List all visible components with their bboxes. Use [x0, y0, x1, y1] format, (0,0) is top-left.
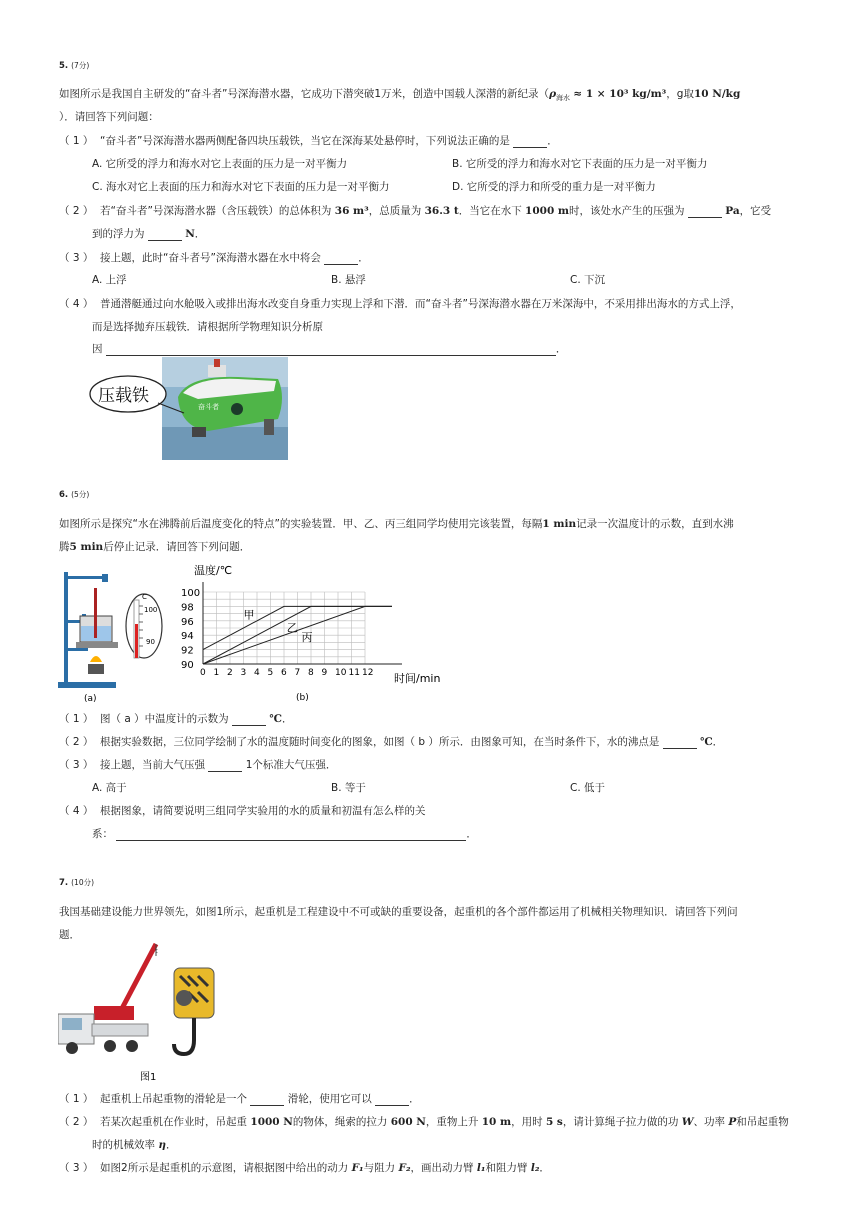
q5-part4-line3: 因 ．	[92, 343, 567, 355]
submarine-hull-text: 奋斗者	[198, 403, 219, 411]
q7-part2: （ 2 ） 若某次起重机在作业时，吊起重 1000 N的物体，绳索的拉力 600 N，重物上升 10 m，用时 5 s，请计算绳子拉力做的功 W、功率 P和吊起重物	[59, 1116, 789, 1128]
x-tick-label: 12	[362, 668, 374, 678]
q6-part2: （ 2 ） 根据实验数据，三位同学绘制了水的温度随时间变化的图象，如图（ b ）所示．由图象可知，在当时条件下，水的沸点是 ℃．	[59, 736, 724, 748]
q7-part3: （ 3 ） 如图2所示是起重机的示意图，请根据图中给出的动力 F₁与阻力 F₂，画出动力臂 l₁和阻力臂 l₂．	[59, 1162, 550, 1174]
svg-text:t: t	[155, 947, 158, 955]
y-tick-label: 98	[181, 602, 194, 614]
boiling-apparatus-figure	[58, 570, 168, 704]
series-label: 丙	[301, 630, 313, 644]
x-tick-label: 1	[213, 668, 220, 678]
q6-heading: 6. (5分)	[59, 490, 90, 500]
q6-intro-line2: 腾5 min后停止记录．请回答下列问题．	[59, 541, 251, 553]
x-tick-label: 7	[294, 668, 301, 678]
series-label: 甲	[243, 608, 255, 622]
q7-p1-use-blank[interactable]	[375, 1105, 409, 1106]
q6-part1: （ 1 ） 图（ a ）中温度计的示数为 ℃．	[59, 713, 293, 725]
q5-part3: （ 3 ） 接上题，此时“奋斗者号”深海潜水器在水中将会 ．	[59, 252, 369, 264]
q5-p2-pressure-blank[interactable]	[688, 217, 722, 218]
x-tick-label: 9	[321, 668, 328, 678]
q5-p1-option-a: A. 它所受的浮力和海水对它上表面的压力是一对平衡力	[92, 158, 348, 170]
series-label: 乙	[286, 621, 298, 635]
x-tick-label: 0	[200, 668, 206, 678]
q5-p3-option-b: B. 悬浮	[331, 274, 366, 286]
q6-p3-option-b: B. 等于	[331, 782, 366, 794]
q5-part4-line2: 而是选择抛弃压载铁．请根据所学物理知识分析原	[92, 321, 323, 333]
q6-p3-option-c: C. 低于	[570, 782, 606, 794]
q5-p3-option-a: A. 上浮	[92, 274, 127, 286]
thermometer-unit: C	[142, 593, 147, 601]
q5-p1-option-d: D. 它所受的浮力和所受的重力是一对平衡力	[452, 181, 656, 193]
figure-1-caption: 图1	[140, 1072, 157, 1082]
x-tick-label: 11	[348, 668, 360, 678]
q5-p1-option-c: C. 海水对它上表面的压力和海水对它下表面的压力是一对平衡力	[92, 181, 390, 193]
q6-intro-line1: 如图所示是探究“水在沸腾前后温度变化的特点”的实验装置．甲、乙、丙三组同学均使用完该装置，每隔1 min记录一次温度计的示数，直到水沸	[59, 518, 734, 530]
q7-heading: 7. (10分)	[59, 878, 95, 888]
x-tick-label: 10	[335, 668, 347, 678]
thermometer-label-bottom: 90	[146, 638, 155, 646]
q5-p1-answer-blank[interactable]	[513, 147, 547, 148]
q5-intro-line1: 如图所示是我国自主研发的“奋斗者”号深海潜水器，它成功下潜突破1万米，创造中国载人深潜的新纪录（$\rho_{海水} \approx 1 \times 10^3$ kg/m³，g取10 N/kg	[59, 88, 741, 103]
q6-p3-option-a: A. 高于	[92, 782, 127, 794]
q5-part4: （ 4 ） 普通潜艇通过向水舱吸入或排出海水改变自身重力实现上浮和下潜．而“奋斗者”号深海潜水器在万米深海中，不采用排出海水的方式上浮，	[59, 298, 741, 310]
q5-p1-option-b: B. 它所受的浮力和海水对它下表面的压力是一对平衡力	[452, 158, 708, 170]
x-tick-label: 3	[240, 668, 247, 678]
q6-part4: （ 4 ） 根据图象，请简要说明三组同学实验用的水的质量和初温有怎么样的关	[59, 805, 426, 817]
q6-part4-line2: 系： ．	[92, 828, 477, 840]
q7-part1: （ 1 ） 起重机上吊起重物的滑轮是一个 滑轮，使用它可以 ．	[59, 1093, 420, 1105]
submarine-picture	[88, 357, 288, 460]
y-tick-label: 96	[181, 616, 194, 628]
q6-p4-answer-blank[interactable]	[116, 840, 466, 841]
chart-x-axis-label: 时间/min	[394, 672, 441, 685]
q7-intro-line2: 题．	[59, 929, 80, 941]
figure-a-caption: (a)	[84, 694, 97, 704]
q5-p2-buoyancy-blank[interactable]	[148, 240, 182, 241]
temperature-chart	[176, 564, 456, 704]
q6-p1-answer-blank[interactable]	[232, 725, 266, 726]
x-tick-label: 6	[281, 668, 287, 678]
q5-p4-answer-blank[interactable]	[106, 355, 556, 356]
y-tick-label: 100	[181, 588, 201, 599]
q6-part3: （ 3 ） 接上题，当前大气压强 1个标准大气压强．	[59, 759, 337, 771]
q5-p3-answer-blank[interactable]	[324, 264, 358, 265]
y-tick-label: 94	[181, 631, 194, 643]
q5-intro-line2: ）．请回答下列问题：	[59, 111, 159, 123]
x-tick-label: 5	[267, 668, 274, 678]
chart-y-axis-label: 温度/℃	[194, 564, 233, 577]
x-tick-label: 4	[254, 668, 260, 678]
x-tick-label: 8	[308, 668, 314, 678]
thermometer-label-top: 100	[144, 606, 158, 614]
x-tick-label: 2	[227, 668, 233, 678]
q6-p3-answer-blank[interactable]	[208, 771, 242, 772]
y-tick-label: 92	[181, 645, 194, 657]
q5-part2-line2: 到的浮力为 N．	[92, 228, 206, 240]
y-tick-label: 90	[181, 660, 194, 671]
q5-part2: （ 2 ） 若“奋斗者”号深海潜水器（含压载铁）的总体积为 36 m³，总质量为 36.3 t．当它在水下 1000 m时，该处水产生的压强为 Pa，它受	[59, 205, 772, 217]
q5-p3-option-c: C. 下沉	[570, 274, 606, 286]
q5-heading: 5. (7分)	[59, 61, 90, 71]
q6-p2-answer-blank[interactable]	[663, 748, 697, 749]
q7-p1-pulley-blank[interactable]	[250, 1105, 284, 1106]
q5-part1: （ 1 ） “奋斗者”号深海潜水器两侧配备四块压载铁，当它在深海某处悬停时，下列说法正确的是 ．	[59, 135, 558, 147]
crane-picture	[58, 940, 228, 1082]
ballast-label: 压载铁	[98, 386, 149, 406]
figure-b-caption: (b)	[296, 693, 309, 703]
q7-intro-line1: 我国基础建设能力世界领先，如图1所示，起重机是工程建设中不可或缺的重要设备，起重机的各个部件都运用了机械相关物理知识．请回答下列问	[59, 906, 738, 918]
chart-axes	[203, 582, 402, 664]
q7-part2-line2: 时的机械效率 η．	[92, 1139, 177, 1151]
chart-grid	[203, 592, 365, 664]
